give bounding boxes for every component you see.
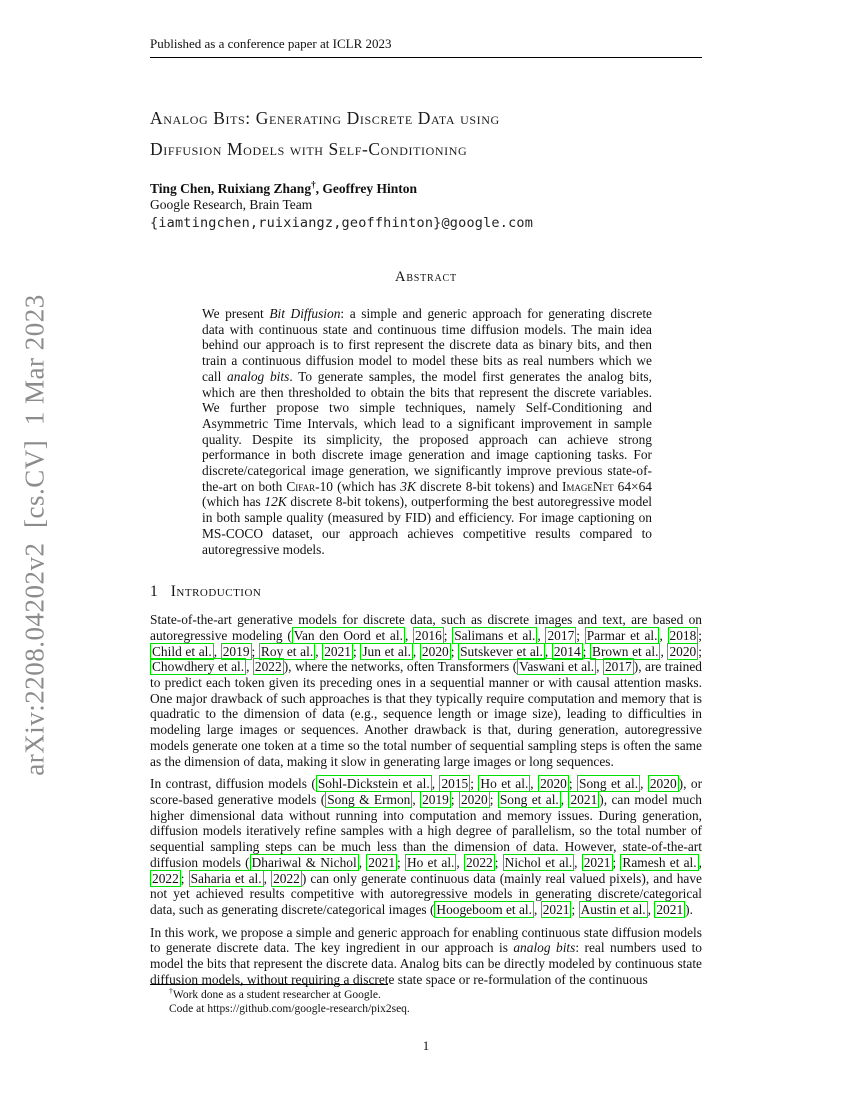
text-segment: 64×64 (which has <box>202 478 653 510</box>
text-segment: ; <box>612 854 621 870</box>
author-block <box>150 181 702 231</box>
citation-link[interactable]: Brown et al. <box>592 643 659 659</box>
text-segment: . To generate samples, the model first generates the analog bits, which are then thresholded to obtain the bits that represent the discrete variables. We further propose two simple techniques, namely Self-Conditioning and Asymmetric Time Intervals, which lead to a significant improvement in sample quality. Despite its simplicity, the proposed approach can achieve strong performance in both discrete image generation and image captioning tasks. For discrete/categorical image generation, we significantly improve previous state-of-the-art on both <box>202 368 652 494</box>
citation-link[interactable]: Austin et al. <box>580 901 646 917</box>
text-segment: ; <box>470 776 479 792</box>
citation-link[interactable]: 2020 <box>460 791 488 807</box>
text-segment: , <box>560 791 569 807</box>
text-segment: ; <box>571 901 579 917</box>
intro-paragraph-3 <box>150 925 702 988</box>
header-rule <box>150 57 702 58</box>
citation-link[interactable]: 2019 <box>422 791 449 807</box>
text-segment: , <box>659 627 668 643</box>
citation-link[interactable]: 2021 <box>368 854 396 870</box>
citation-link[interactable]: Ho et al. <box>406 854 455 870</box>
text-segment: , <box>431 776 440 792</box>
text-segment: 3K <box>400 478 416 494</box>
text-segment: , <box>404 627 414 643</box>
text-segment: , <box>640 776 648 792</box>
citation-link[interactable]: 2020 <box>669 643 697 659</box>
section-number: 1 <box>150 583 158 601</box>
text-segment: , <box>412 643 420 659</box>
citation-link[interactable]: Child et al. <box>152 643 212 659</box>
text-segment: ), are trained to predict each token given its preceding ones in a sequential manner or with causal attention masks. One major drawback of such approaches is that they typically require computation and memory that is quadratic to the dimension of data (e.g., sequence length or image size), leading to difficulties in modeling large images or sequences. Another drawback is that, during generation, autoregressive models generate one token at a time so the total number of sequential sampling steps is often the same as the dimension of data, making it slow in generating large images or long sequences. <box>150 659 702 769</box>
citation-link[interactable]: 2021 <box>656 901 684 917</box>
text-segment: ; <box>450 791 459 807</box>
text-segment: ; <box>494 854 503 870</box>
citation-link[interactable]: Sutskever et al. <box>460 643 543 659</box>
citation-link[interactable]: 2021 <box>570 791 598 807</box>
text-segment: ; <box>568 776 578 792</box>
citation-link[interactable]: 2022 <box>152 870 179 886</box>
text-segment: analog bits <box>513 940 576 956</box>
text-segment: , <box>596 659 603 675</box>
footnote-line-1 <box>150 986 702 1003</box>
citation-link[interactable]: 2022 <box>465 854 493 870</box>
text-segment: , <box>537 627 546 643</box>
text-segment: , <box>456 854 464 870</box>
text-segment: , <box>647 901 655 917</box>
footnote-line-2: Code at https://github.com/google-research/pix2seq. <box>169 1002 410 1015</box>
citation-link[interactable]: Ho et al. <box>480 776 529 792</box>
citation-link[interactable]: 2017 <box>604 659 632 675</box>
text-segment: ; <box>698 627 703 643</box>
text-segment: ; <box>251 643 259 659</box>
text-segment: ; <box>576 627 585 643</box>
citation-link[interactable]: Salimans et al. <box>454 627 536 643</box>
footnote-block <box>150 984 702 1016</box>
citation-link[interactable]: Dhariwal & Nichol <box>251 854 357 870</box>
text-segment: : real numbers used to model the bits that represent the discrete data. Analog bits can be directly modeled by continuous state diffusion models, without requiring a discrete state space or re-formulation of the continuous <box>150 940 702 987</box>
text-segment: ), where the networks, often Transformers ( <box>283 659 518 675</box>
citation-link[interactable]: Sohl-Dickstein et al. <box>317 776 430 792</box>
text-segment: ) can only generate continuous data (mainly real valued pixels), and have not yet achieved results competitive with autoregressive models in generating discrete/categorical data, such as generating discrete/categorical images ( <box>150 870 703 917</box>
text-segment: , <box>698 854 702 870</box>
citation-link[interactable]: Vaswani et al. <box>519 659 595 675</box>
text-segment: analog bits <box>227 368 290 384</box>
text-segment: , <box>574 854 582 870</box>
text-segment: , <box>315 643 323 659</box>
paper-title <box>150 103 702 165</box>
abstract-body <box>202 306 652 557</box>
intro-paragraph-1 <box>150 612 702 769</box>
text-segment: ). <box>685 901 693 917</box>
citation-link[interactable]: 2017 <box>547 627 575 643</box>
text-segment: We present <box>202 306 270 321</box>
text-segment: , <box>534 901 541 917</box>
citation-link[interactable]: Song & Ermon <box>327 791 411 807</box>
text-segment: † <box>311 179 316 190</box>
text-segment: ; <box>489 791 498 807</box>
text-segment: In this work, we propose a simple and generic approach for enabling continuous state diffusion models to generate discrete data. The key ingredient in our approach is <box>150 924 702 956</box>
citation-link[interactable]: 2020 <box>649 776 677 792</box>
text-segment: Cifar <box>286 478 316 494</box>
text-segment: Work done as a student researcher at Google. <box>172 989 381 1001</box>
author-emails: {iamtingchen,ruixiangz,geoffhinton}@google.com <box>150 215 534 231</box>
citation-link[interactable]: Saharia et al. <box>190 870 262 886</box>
intro-paragraph-2 <box>150 776 702 917</box>
text-segment: ; <box>352 643 361 659</box>
text-segment: ), or score-based generative models ( <box>150 776 703 807</box>
text-segment: ), can model much higher dimensional data without running into computation and memory issues. During generation, diffusion models iteratively refine samples with a high degree of parallelism, so the total number of sequential sampling steps can be much less than the dimension of data. However, state-of-the-art diffusion models ( <box>150 791 702 870</box>
text-segment: ImageNet <box>561 478 614 494</box>
author-affiliation: Google Research, Brain Team <box>150 197 313 212</box>
abstract-section <box>150 269 702 557</box>
text-segment: , <box>544 643 552 659</box>
content-column <box>150 0 702 987</box>
text-segment: ; <box>180 870 189 886</box>
text-segment: , <box>660 643 668 659</box>
citation-link[interactable]: 2021 <box>583 854 611 870</box>
title-line-1: Analog Bits: Generating Discrete Data using <box>150 108 500 128</box>
citation-link[interactable]: Jun et al. <box>362 643 411 659</box>
text-segment: ; <box>450 643 459 659</box>
text-segment: State-of-the-art generative models for discrete data, such as discrete images and text, are based on autoregressive modeling ( <box>150 612 702 643</box>
text-segment: , <box>246 659 253 675</box>
citation-link[interactable]: 2022 <box>273 870 300 886</box>
citation-link[interactable]: 2016 <box>415 627 442 643</box>
running-header: Published as a conference paper at ICLR 2023 <box>150 36 392 51</box>
text-segment: : a simple and generic approach for generating discrete data with continuous state and continuous time diffusion models. The main idea behind our approach is to first represent the discrete data as binary bits, and then train a continuous diffusion model to model these bits as real numbers which we call <box>202 306 652 384</box>
text-segment: , <box>213 643 221 659</box>
citation-link[interactable]: 2021 <box>324 643 351 659</box>
text-segment: 12K <box>264 494 287 510</box>
citation-link[interactable]: 2014 <box>553 643 581 659</box>
text-segment: Ting Chen, Ruixiang Zhang <box>150 181 312 196</box>
text-segment: ; <box>443 627 453 643</box>
text-segment: ; <box>397 854 405 870</box>
citation-link[interactable]: Song et al. <box>579 776 639 792</box>
citation-link[interactable]: Van den Oord et al. <box>293 627 403 643</box>
citation-link[interactable]: 2021 <box>542 901 570 917</box>
citation-link[interactable]: Nichol et al. <box>504 854 573 870</box>
arxiv-watermark: arXiv:2208.04202v2 [cs.CV] 1 Mar 2023 <box>19 294 50 776</box>
abstract-heading: Abstract <box>395 269 457 285</box>
citation-link[interactable]: Hoogeboom et al. <box>436 901 532 917</box>
text-segment: , <box>530 776 539 792</box>
citation-link[interactable]: 2015 <box>441 776 469 792</box>
text-segment: , Geoffrey Hinton <box>315 181 418 196</box>
citation-link[interactable]: 2019 <box>222 643 250 659</box>
text-segment: discrete 8-bit tokens) and <box>415 478 562 494</box>
citation-link[interactable]: 2018 <box>669 627 697 643</box>
citation-link[interactable]: Chowdhery et al. <box>152 659 245 675</box>
citation-link[interactable]: Parmar et al. <box>586 627 658 643</box>
text-segment: , <box>263 870 272 886</box>
citation-link[interactable]: Ramesh et al. <box>622 854 697 870</box>
title-line-2: Diffusion Models with Self-Conditioning <box>150 139 468 159</box>
citation-link[interactable]: Roy et al. <box>260 643 314 659</box>
section-heading-introduction <box>150 583 702 601</box>
citation-link[interactable]: Song et al. <box>499 791 559 807</box>
text-segment: ; <box>698 643 702 659</box>
author-names <box>150 181 702 197</box>
page-number: 1 <box>422 1038 430 1053</box>
text-segment: -10 (which has <box>315 478 401 494</box>
text-segment: discrete 8-bit tokens), outperforming the best autoregressive model in both sample quality (measured by FID) and efficiency. For image captioning on MS-COCO dataset, our approach achieves competitive results compared to autoregressive models. <box>202 494 652 557</box>
citation-link[interactable]: 2022 <box>254 659 282 675</box>
footnote-rule <box>150 984 388 985</box>
citation-link[interactable]: 2020 <box>540 776 567 792</box>
text-segment: Bit Diffusion <box>269 306 341 321</box>
citation-link[interactable]: 2020 <box>421 643 449 659</box>
text-segment: † <box>169 986 173 996</box>
section-title: Introduction <box>170 583 262 601</box>
text-segment: ; <box>582 643 591 659</box>
text-segment: In contrast, diffusion models ( <box>150 776 316 792</box>
text-segment: , <box>358 854 367 870</box>
text-segment: , <box>412 791 421 807</box>
